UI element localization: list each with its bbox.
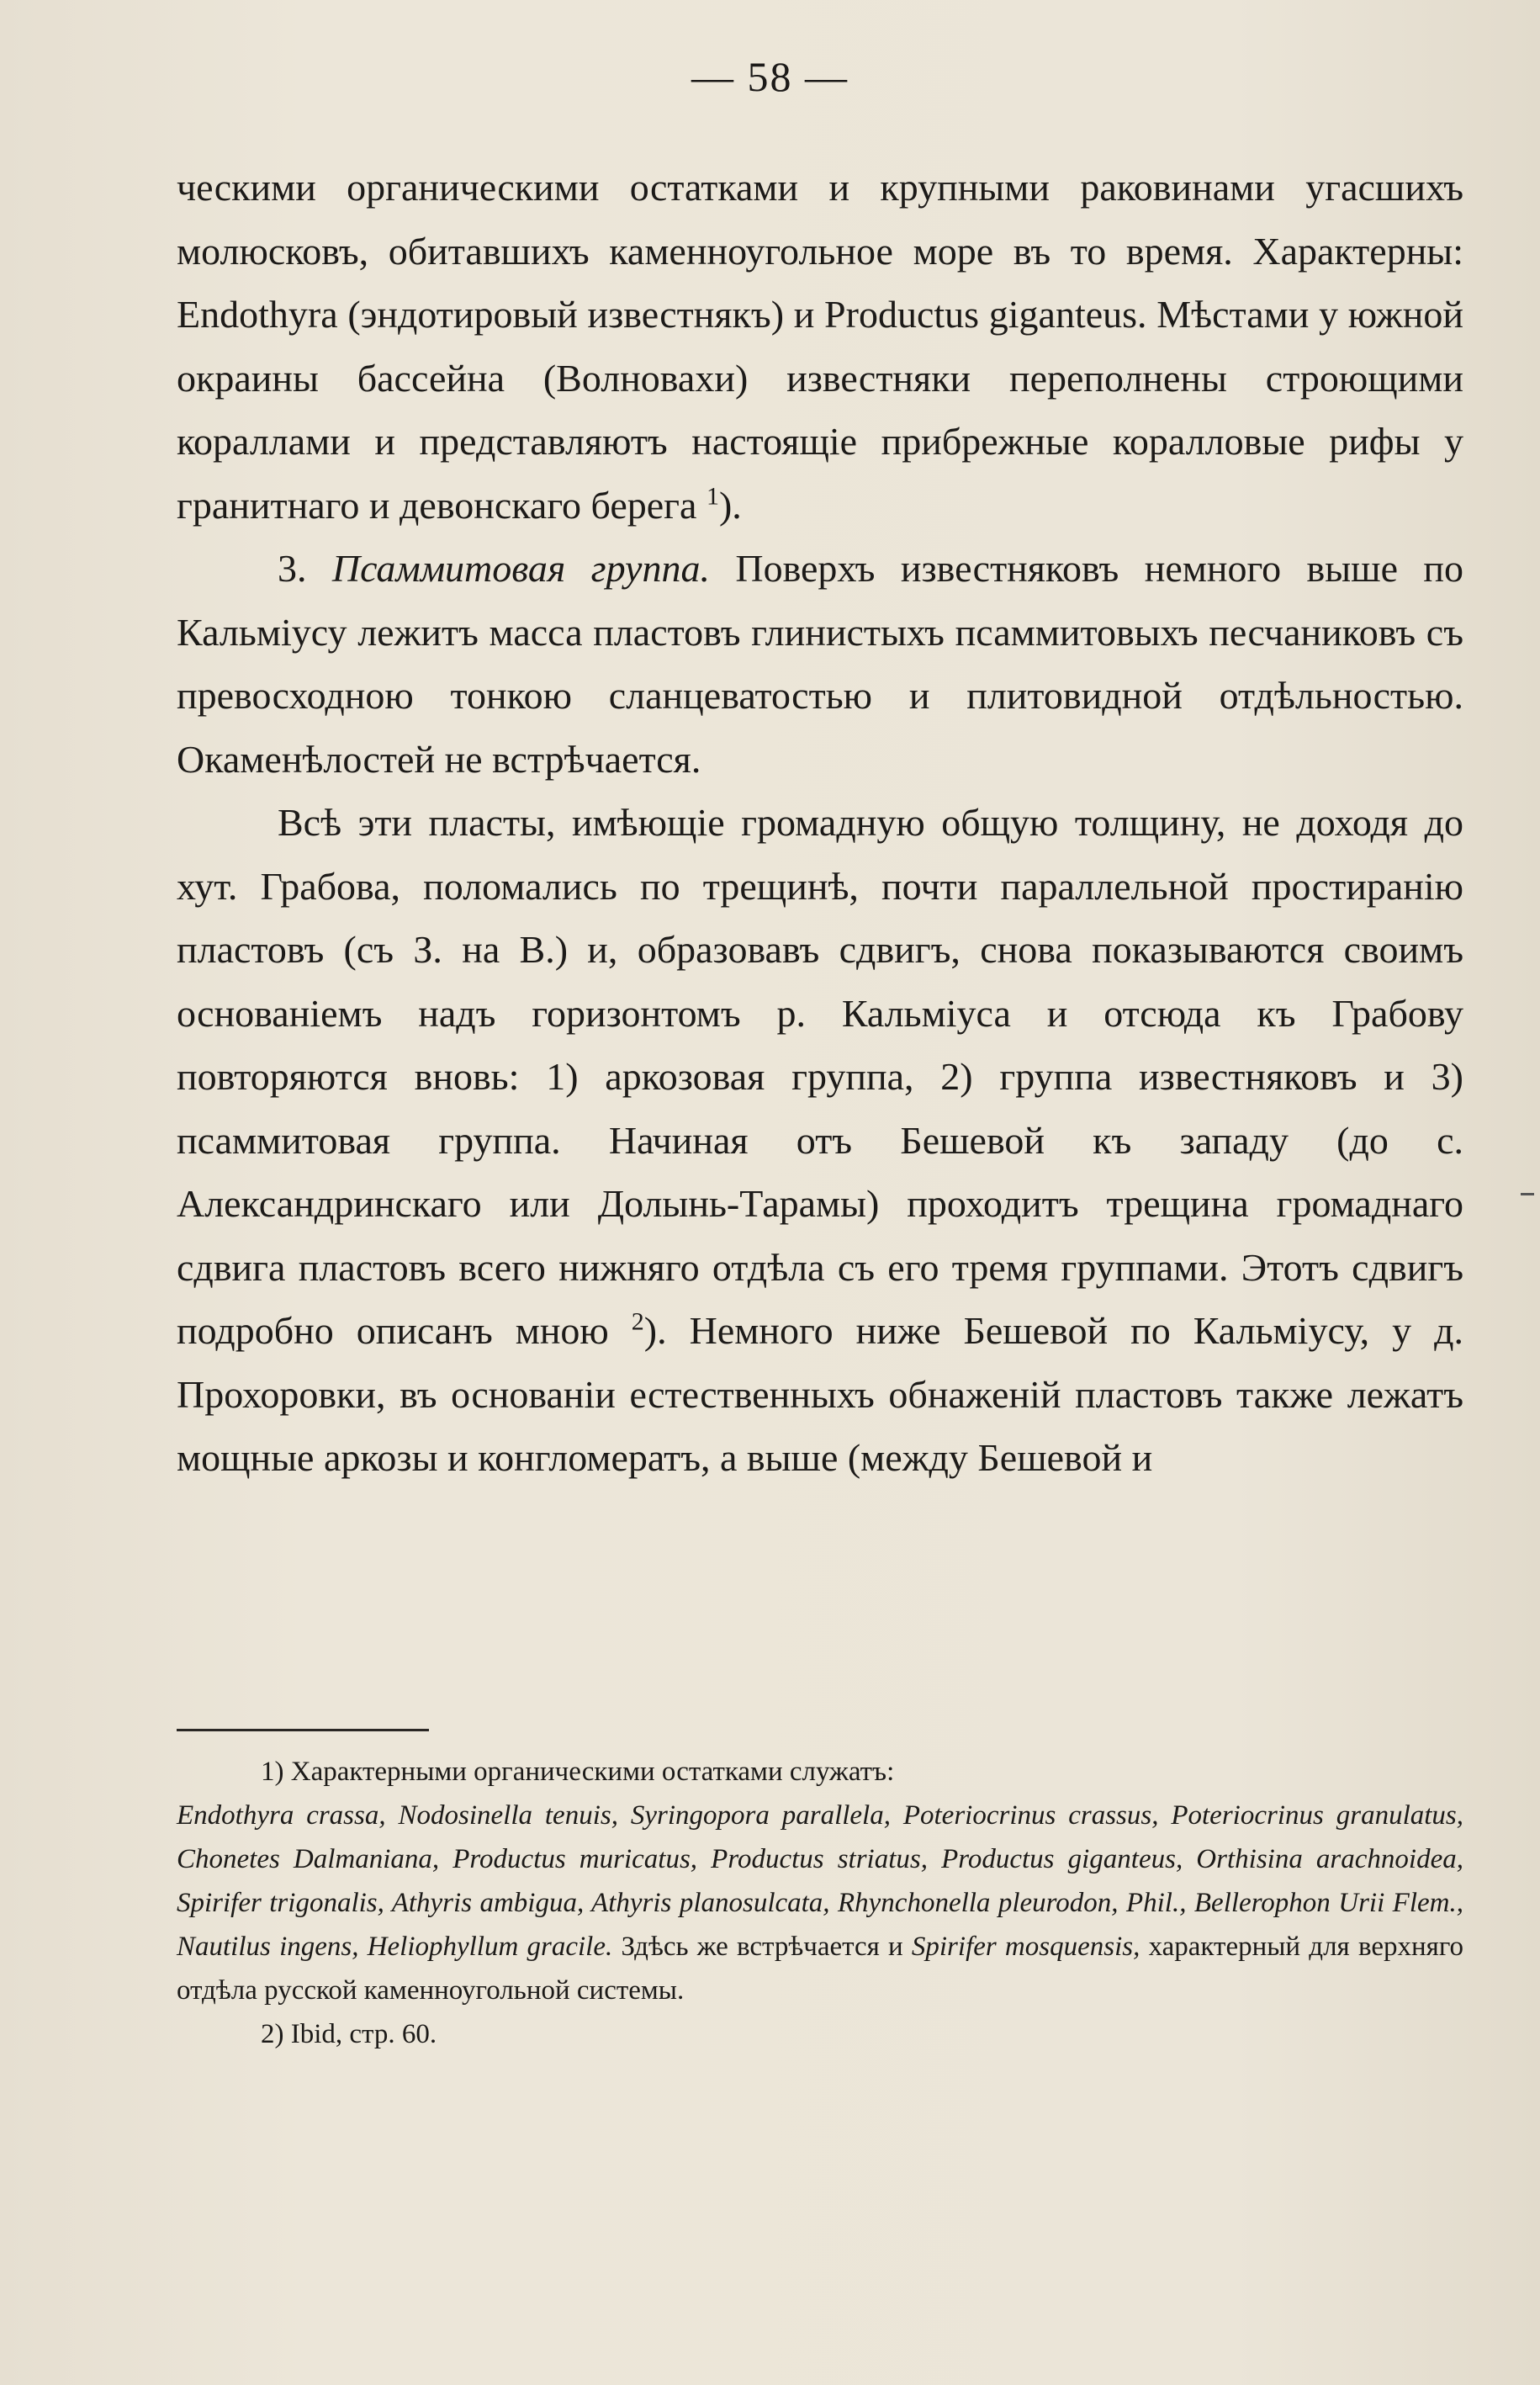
margin-mark <box>1521 1193 1534 1195</box>
footnote-1-tail-b: характерный для верхняго отдѣла русской каменноугольной системы. <box>177 1932 1464 2006</box>
paragraph-1 <box>177 156 1463 537</box>
footnote-ref-2[interactable]: 2 <box>631 1307 644 1336</box>
paragraph-3-text: Всѣ эти пласты, имѣющіе громадную общую толщину, не доходя до хут. Грабова, поломались по трещинѣ, почти параллельной простиранію пластовъ (съ З. на В.) и, образовавъ сдвигъ, снова показываются своимъ основаніемъ надъ горизонтомъ р. Кальміуса и отсюда къ Грабову повторяются вновь: 1) аркозовая группа, 2) группа известняковъ и 3) псаммитовая группа. Начиная отъ Бешевой къ западу (до с. Александринскаго или Долынь-Тарамы) проходитъ трещина громаднаго сдвига пластовъ всего нижняго отдѣла съ его тремя группами. Этотъ сдвигъ подробно описанъ мною <box>177 801 1463 1352</box>
section-heading: Псаммитовая группа. <box>331 547 710 590</box>
footnote-divider <box>177 1729 429 1731</box>
footnote-1-species: Endothyra crassa, Nodosinella tenuis, Syringopora parallela, Poteriocrinus crassus, Poteriocrinus granulatus, Chonetes Dalmaniana, Productus muricatus, Productus striatus, Productus giganteus, Orthisina arachnoidea, Spirifer trigonalis, Athyris ambigua, Athyris planosulcata, Rhynchonella pleurodon, Phil., Bellerophon Urii Flem., Nautilus ingens, Heliophyllum gracile. <box>177 1800 1463 1962</box>
footnote-1-tail-a: Здѣсь же встрѣчается и <box>621 1932 903 1962</box>
footnote-1 <box>177 1750 1463 1794</box>
paragraph-1-text: ческими органическими остатками и крупными раковинами угасшихъ молюсковъ, обитавшихъ каменноугольное море въ то время. Характерны: Endothyra (эндотировый известнякъ) и Productus giganteus. Мѣстами у южной окраины бассейна (Волновахи) известняки переполнены строющими кораллами и представляютъ настоящіе прибрежные коралловые рифы у гранитнаго и девонскаго берега <box>177 166 1463 527</box>
footnote-2-mark: 2) <box>261 2019 284 2049</box>
footnote-2-text: Ibid, стр. 60. <box>290 2019 437 2049</box>
footnote-1-tail-species: Spirifer mosquensis, <box>911 1932 1140 1962</box>
footnote-1-mark: 1) <box>261 1757 284 1787</box>
paragraph-2 <box>177 537 1463 791</box>
paragraph-1-end: ). <box>718 483 742 527</box>
section-number: 3. <box>278 547 307 590</box>
footnote-1-body <box>177 1794 1463 2012</box>
footnote-1-intro: Характерными органическими остатками служатъ: <box>290 1757 895 1787</box>
page-number: — 58 — <box>691 53 849 100</box>
footnote-2 <box>177 2012 1463 2056</box>
paragraph-2-text: Поверхъ известняковъ немного выше по Кальміусу лежитъ масса пластовъ глинистыхъ псаммитовыхъ песчаниковъ съ превосходною тонкою сланцеватостью и плитовидной отдѣльностью. Окаменѣлостей не встрѣчается. <box>177 547 1464 781</box>
paragraph-3 <box>177 791 1463 1490</box>
main-text <box>177 156 1463 1490</box>
footnote-ref-1[interactable]: 1 <box>706 482 719 511</box>
paragraph-3-continued: ). Немного ниже Бешевой по Кальміусу, у д. Прохоровки, въ основаніи естественныхъ обнаженій пластовъ также лежатъ мощные аркозы и конгломератъ, а выше (между Бешевой и <box>177 1309 1464 1479</box>
footnotes <box>177 1750 1463 2056</box>
